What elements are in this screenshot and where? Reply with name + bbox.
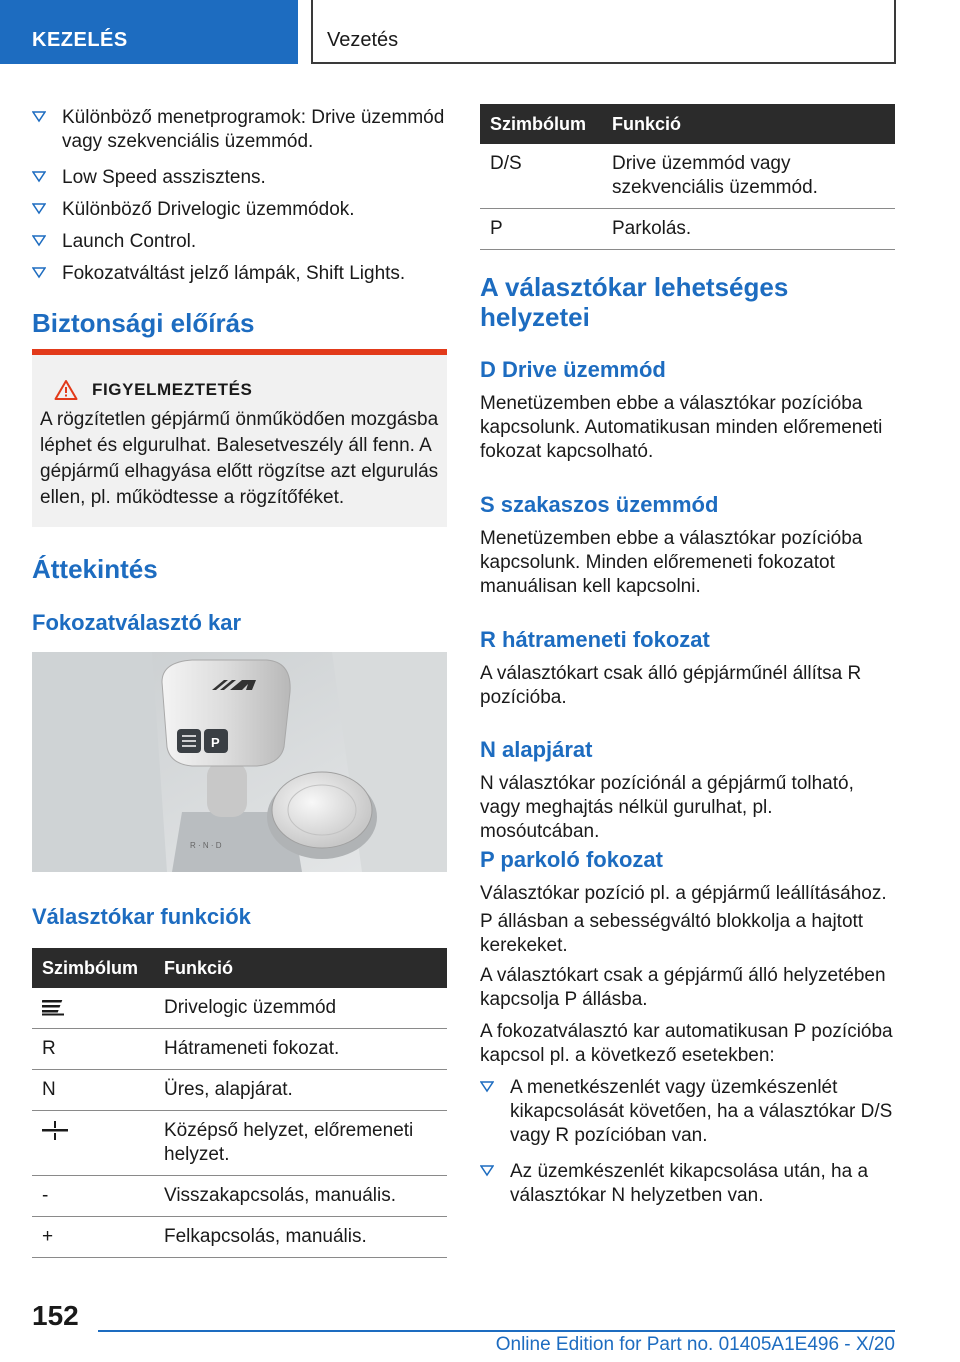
page-header xyxy=(0,0,960,66)
symbol-cell xyxy=(32,1111,154,1176)
table-header-function: Funkció xyxy=(602,104,895,144)
svg-text:R · N · D: R · N · D xyxy=(190,841,222,850)
park-text-3: A választókart csak a gépjármű álló helyzetében kapcsolja P állásba. xyxy=(480,965,886,1010)
park-text-2: P állásban a sebességváltó blokkolja a hajtott kerekeket. xyxy=(480,911,864,956)
function-cell: Középső helyzet, előremeneti helyzet. xyxy=(154,1111,447,1176)
reverse-heading: R hátrameneti fokozat xyxy=(480,627,710,652)
position-symbols-table xyxy=(480,104,895,250)
chapter-title: Vezetés xyxy=(311,0,896,64)
symbol-cell: + xyxy=(32,1217,154,1258)
table-header-symbol: Szimbólum xyxy=(32,948,154,988)
list-item: Különböző menetprogramok: Drive üzemmód vagy szekvenciális üzemmód. xyxy=(32,106,447,166)
drivelogic-icon xyxy=(42,998,64,1016)
footer-divider xyxy=(98,1330,895,1332)
triangle-bullet-icon xyxy=(32,233,46,247)
warning-text: A rögzítetlen gépjármű önműködően mozgásba léphet és elgurulhat. Balesetveszély áll fenn. A gépjármű elhagyása előtt rögzítse azt elgurulás ellen, pl. működtesse a rögzítőféket. xyxy=(40,409,439,508)
table-row xyxy=(32,1070,447,1111)
symbol-cell: P xyxy=(480,209,602,250)
reverse-text: A választókart csak álló gépjárműnél állítsa R pozícióba. xyxy=(480,663,862,708)
feature-list xyxy=(32,106,447,294)
symbol-cell: D/S xyxy=(480,144,602,209)
table-row xyxy=(32,1176,447,1217)
table-header-row xyxy=(480,104,895,144)
p-button-label: P xyxy=(211,735,220,750)
park-heading: P parkoló fokozat xyxy=(480,847,663,872)
warning-box xyxy=(32,349,447,527)
auto-park-list xyxy=(480,1076,895,1208)
park-text-4: A fokozatválasztó kar automatikusan P pozícióba kapcsol pl. a következő esetekben: xyxy=(480,1021,893,1066)
neutral-text: N választókar pozíciónál a gépjármű tolható, vagy meghajtás nélkül gurulhat, pl. mosóutcában. xyxy=(480,773,854,842)
list-item: Az üzemkészenlét kikapcsolása után, ha a választókar N helyzetben van. xyxy=(480,1160,895,1208)
overview-heading: Áttekintés xyxy=(32,554,158,584)
list-item: Low Speed asszisztens. xyxy=(32,166,447,198)
drive-mode-heading: D Drive üzemmód xyxy=(480,357,666,382)
function-cell: Drive üzemmód vagy szekvenciális üzemmód. xyxy=(602,144,895,209)
function-cell: Visszakapcsolás, manuális. xyxy=(154,1176,447,1217)
table-row xyxy=(32,988,447,1029)
function-cell: Parkolás. xyxy=(602,209,895,250)
table-header-function: Funkció xyxy=(154,948,447,988)
warning-title: FIGYELMEZTETÉS xyxy=(54,377,439,403)
table-row xyxy=(480,144,895,209)
park-text-1: Választókar pozíció pl. a gépjármű leállításához. xyxy=(480,883,887,904)
drive-mode-text: Menetüzemben ebbe a választókar pozícióba kapcsolunk. Automatikusan minden előremeneti fokozat kapcsolható. xyxy=(480,393,883,462)
table-header-row xyxy=(32,948,447,988)
section-tab: KEZELÉS xyxy=(0,0,298,64)
sequential-mode-heading: S szakaszos üzemmód xyxy=(480,492,719,517)
function-cell: Drivelogic üzemmód xyxy=(154,988,447,1029)
safety-heading: Biztonsági előírás xyxy=(32,308,255,338)
middle-position-icon xyxy=(42,1121,68,1141)
selector-heading: Fokozatválasztó kar xyxy=(32,610,242,635)
symbol-cell xyxy=(32,988,154,1029)
symbol-cell: N xyxy=(32,1070,154,1111)
page-number: 152 xyxy=(32,1300,79,1331)
triangle-bullet-icon xyxy=(32,201,46,215)
table-row xyxy=(32,1111,447,1176)
symbol-cell: - xyxy=(32,1176,154,1217)
table-header-symbol: Szimbólum xyxy=(480,104,602,144)
function-cell: Hátrameneti fokozat. xyxy=(154,1029,447,1070)
positions-heading: A választókar lehetséges helyzetei xyxy=(480,272,789,332)
functions-heading: Választókar funkciók xyxy=(32,904,251,929)
warning-triangle-icon xyxy=(54,379,78,401)
symbol-cell: R xyxy=(32,1029,154,1070)
function-cell: Felkapcsolás, manuális. xyxy=(154,1217,447,1258)
gear-selector-photo xyxy=(32,652,447,872)
triangle-bullet-icon xyxy=(32,265,46,279)
function-cell: Üres, alapjárat. xyxy=(154,1070,447,1111)
list-item: Fokozatváltást jelző lámpák, Shift Lights. xyxy=(32,262,447,294)
sequential-mode-text: Menetüzemben ebbe a választókar pozícióba kapcsolunk. Minden előremeneti fokozatot manuálisan kell kapcsolni. xyxy=(480,528,863,597)
triangle-bullet-icon xyxy=(480,1163,494,1177)
triangle-bullet-icon xyxy=(32,169,46,183)
list-item: Launch Control. xyxy=(32,230,447,262)
table-row xyxy=(32,1029,447,1070)
neutral-heading: N alapjárat xyxy=(480,737,593,762)
selector-functions-table xyxy=(32,948,447,1258)
triangle-bullet-icon xyxy=(32,109,46,123)
table-row xyxy=(32,1217,447,1258)
list-item: A menetkészenlét vagy üzemkészenlét kikapcsolását követően, ha a választókar D/S vagy R pozícióban van. xyxy=(480,1076,895,1160)
table-row xyxy=(480,209,895,250)
gear-selector-illustration xyxy=(32,652,447,872)
edition-note: Online Edition for Part no. 01405A1E496 - X/20 xyxy=(495,1334,895,1355)
list-item: Különböző Drivelogic üzemmódok. xyxy=(32,198,447,230)
triangle-bullet-icon xyxy=(480,1079,494,1093)
